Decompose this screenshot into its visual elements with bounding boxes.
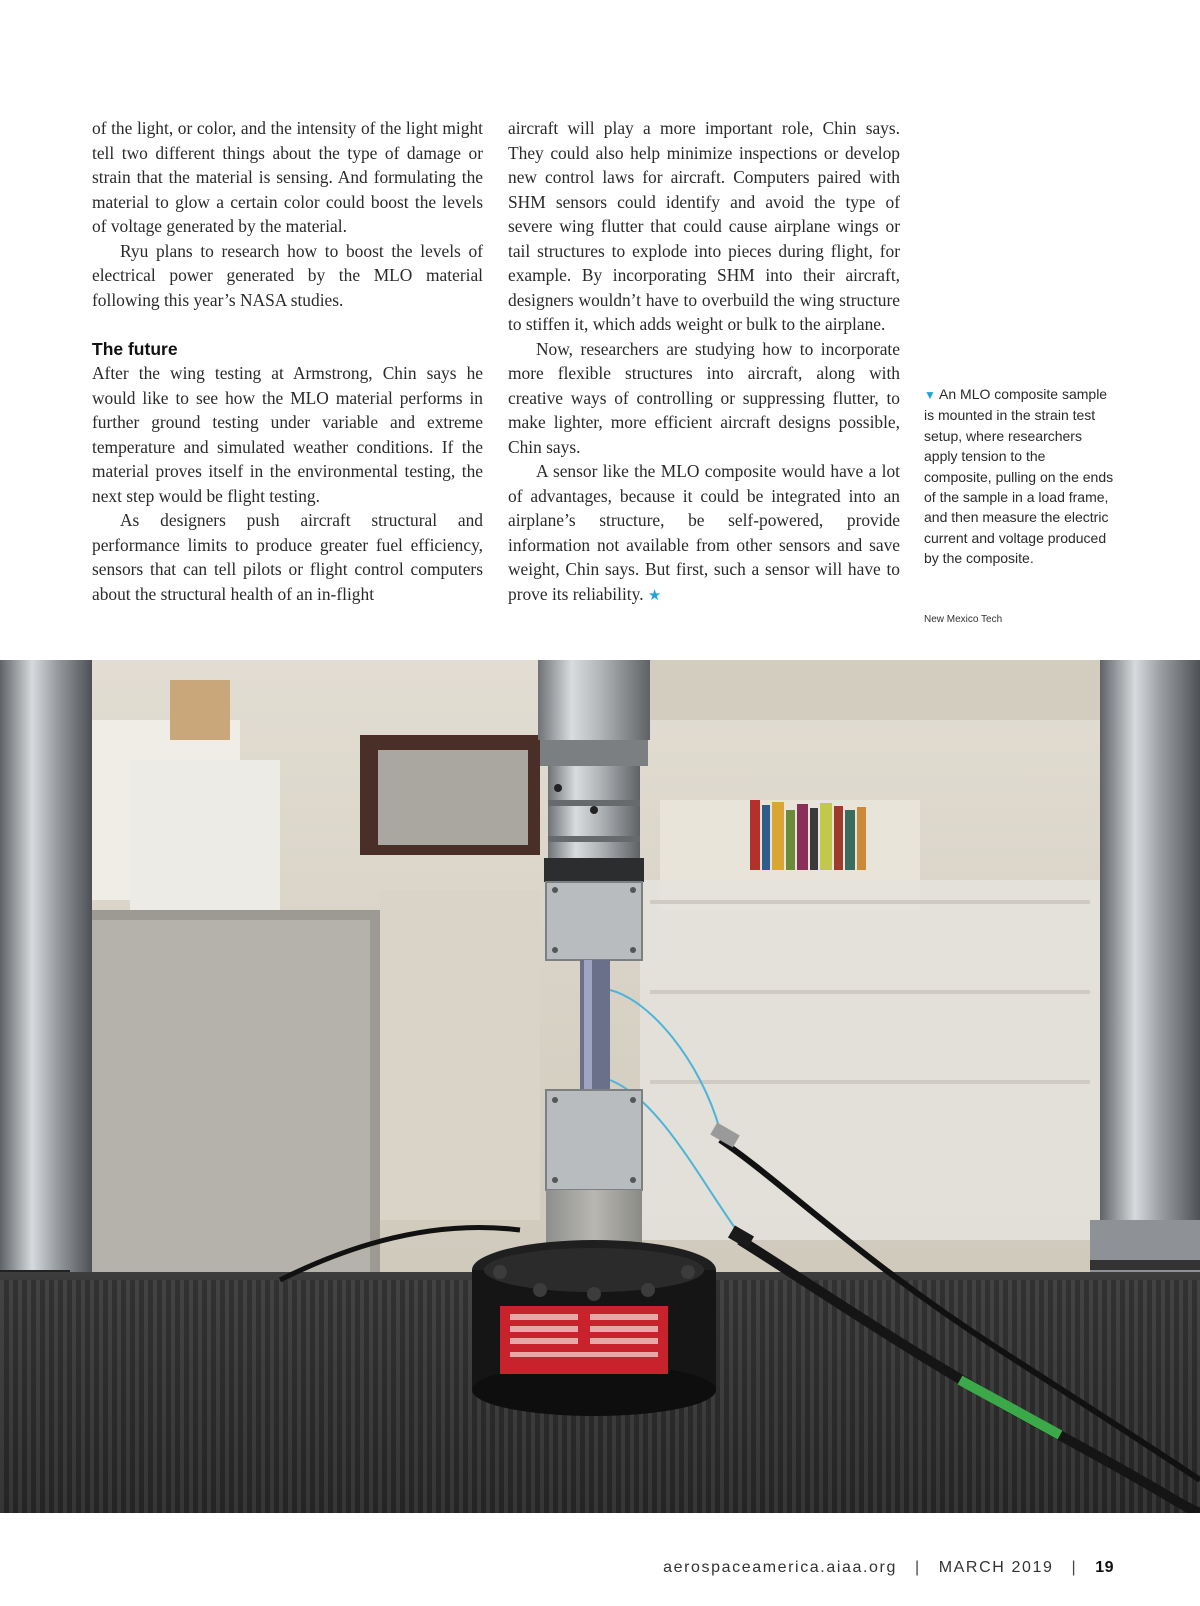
article-photo [0, 660, 1200, 1513]
article-column-left [92, 116, 483, 606]
strain-test-photo [0, 660, 1200, 1513]
photo-caption [924, 384, 1114, 569]
footer-issue: MARCH 2019 [938, 1559, 1054, 1576]
paragraph [508, 459, 900, 608]
footer-site: aerospaceamerica.aiaa.org [663, 1559, 897, 1576]
footer-separator: | [914, 1559, 921, 1576]
load-frame-lower-grip [546, 1090, 642, 1250]
paragraph: of the light, or color, and the intensity of the light might tell two different things about the type of damage or strain that the material is sensing. And formulating the material to glow a certain color could boost the levels of voltage generated by the material. [92, 118, 483, 236]
paragraph: Ryu plans to research how to boost the levels of electrical power generated by the MLO material following this year’s NASA studies. [92, 240, 483, 310]
caption-triangle-icon: ▼ [924, 388, 936, 402]
footer-separator: | [1071, 1559, 1078, 1576]
paragraph-text: A sensor like the MLO composite would have a lot of advantages, because it could be integrated into an airplane’s structure, be self-powered, provide information not available from other sensors and save weight, Chin says. But first, such a sensor will have to prove its reliability. [508, 461, 900, 604]
page-footer [663, 1559, 1114, 1577]
paragraph: As designers push aircraft structural and performance limits to produce greater fuel efficiency, sensors that can tell pilots or flight control computers about the structural health of an in-flight [92, 510, 483, 604]
paragraph: Now, researchers are studying how to incorporate more flexible structures into aircraft, along with creative ways of controlling or suppressing flutter, to make lighter, more efficient aircraft designs possible, Chin says. [508, 338, 900, 457]
page-number: 19 [1095, 1559, 1114, 1576]
article-column-right [508, 116, 900, 608]
section-subheading: The future [92, 338, 178, 359]
paragraph: After the wing testing at Armstrong, Chin says he would like to see how the MLO material performs in further ground testing under variable and extreme temperature and simulated weather conditions. If the material proves itself in the environmental testing, the next step would be flight testing. [92, 363, 483, 506]
end-star-icon: ★ [647, 587, 662, 604]
load-cell [472, 1240, 716, 1416]
bookshelf-books [750, 800, 866, 870]
load-frame-upper-actuator [538, 660, 650, 960]
caption-text: An MLO composite sample is mounted in the strain test setup, where researchers apply tension to the composite, pulling on the ends of the sample in a load frame, and then measure the electric current and voltage produced by the composite. [924, 386, 1114, 567]
photo-credit: New Mexico Tech [924, 614, 1003, 625]
paragraph: aircraft will play a more important role, Chin says. They could also help minimize inspections or develop new control laws for aircraft. Computers paired with SHM sensors could identify and avoid the type of severe wing flutter that could cause airplane wings or tail structures to explode into pieces during flight, for example. By incorporating SHM into their aircraft, designers wouldn’t have to overbuild the wing structure to stiffen it, which adds weight or bulk to the airplane. [508, 118, 900, 334]
